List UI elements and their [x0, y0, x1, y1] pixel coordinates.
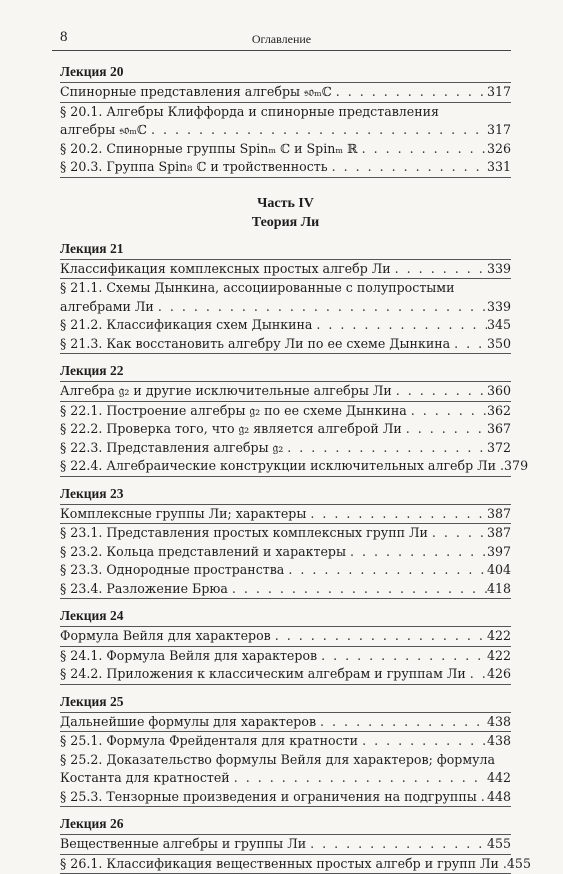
- section-entry: [60, 561, 511, 580]
- lecture-title: Лекция 23: [60, 485, 511, 504]
- section-line: [60, 855, 511, 874]
- entry-page: 418: [487, 580, 511, 599]
- entry-text: Классификация комплексных простых алгебр Ли: [60, 260, 391, 279]
- section-entry: [60, 420, 511, 439]
- lecture-block: [60, 485, 511, 600]
- entry-page: 339: [487, 298, 511, 317]
- leader-dots: [154, 298, 487, 317]
- section-line: [60, 158, 511, 177]
- entry-text: Алгебра 𝔤₂ и другие исключительные алгебры Ли: [60, 382, 392, 401]
- section-entry: [60, 335, 511, 355]
- leader-dots: [428, 524, 487, 543]
- entry-page: 426: [487, 665, 511, 684]
- lecture-main-entry: [60, 381, 511, 402]
- entry-page: 455: [507, 855, 531, 874]
- entry-text: § 22.1. Построение алгебры 𝔤₂ по ее схеме Дынкина: [60, 402, 407, 421]
- lecture-title: Лекция 26: [60, 815, 511, 834]
- entry-page: 422: [487, 647, 511, 666]
- leader-dots: [346, 543, 487, 562]
- section-entry: [60, 788, 511, 808]
- entry-text: § 22.2. Проверка того, что 𝔤₂ является алгеброй Ли: [60, 420, 402, 439]
- section-entry: [60, 103, 511, 140]
- section-line: [60, 140, 511, 159]
- section-entry: [60, 580, 511, 600]
- entry-text: § 21.3. Как восстановить алгебру Ли по ее схеме Дынкина: [60, 335, 450, 354]
- entry-text: § 26.1. Классификация вещественных простых алгебр и групп Ли: [60, 855, 499, 874]
- lecture-block: [60, 63, 511, 178]
- leader-dots: [316, 713, 487, 732]
- entry-text: Комплексные группы Ли; характеры: [60, 505, 306, 524]
- lecture-block: [60, 815, 511, 874]
- entry-text: § 20.1. Алгебры Клиффорда и спинорные представления: [60, 103, 439, 122]
- entry-text: алгебрами Ли: [60, 298, 154, 317]
- section-entry: [60, 316, 511, 335]
- leader-dots: [306, 505, 487, 524]
- entry-page: 317: [487, 83, 511, 102]
- section-entry: [60, 457, 511, 477]
- lecture-title: Лекция 22: [60, 362, 511, 381]
- section-line-cont: [60, 769, 511, 788]
- entry-page: 397: [487, 543, 511, 562]
- entry-text: § 22.3. Представления алгебры 𝔤₂: [60, 439, 283, 458]
- entry-text: § 21.2. Классификация схем Дынкина: [60, 316, 312, 335]
- entry-text: § 24.2. Приложения к классическим алгебрам и группам Ли: [60, 665, 466, 684]
- entry-text: § 20.2. Спинорные группы Spinₘ ℂ и Spinₘ ℝ: [60, 140, 358, 159]
- leader-dots: [147, 121, 487, 140]
- leader-dots: [317, 647, 487, 666]
- lecture-title: Лекция 20: [60, 63, 511, 82]
- section-entry: [60, 524, 511, 543]
- entry-text: § 21.1. Схемы Дынкина, ассоциированные с полупростыми: [60, 279, 455, 298]
- entry-page: 442: [487, 769, 511, 788]
- section-entry: [60, 665, 511, 685]
- section-entry: [60, 279, 511, 316]
- entry-page: 372: [487, 439, 511, 458]
- section-entry: [60, 855, 511, 874]
- leader-dots: [306, 835, 487, 854]
- lecture-main-entry: [60, 712, 511, 733]
- entry-text: § 23.3. Однородные пространства: [60, 561, 284, 580]
- lecture-block: [60, 240, 511, 355]
- section-line: [60, 732, 511, 751]
- entry-page: 422: [487, 627, 511, 646]
- running-title: Оглавление: [52, 32, 511, 47]
- section-line: [60, 402, 511, 421]
- section-entry: [60, 402, 511, 421]
- lecture-main-entry: [60, 82, 511, 103]
- section-entry: [60, 158, 511, 178]
- entry-text: § 24.1. Формула Вейля для характеров: [60, 647, 317, 666]
- lecture-block: [60, 693, 511, 808]
- leader-dots: [271, 627, 487, 646]
- section-line: [60, 647, 511, 666]
- leader-dots: [407, 402, 487, 421]
- entry-text: § 25.3. Тензорные произведения и ограничения на подгруппы: [60, 788, 477, 807]
- entry-page: 331: [487, 158, 511, 177]
- entry-page: 448: [487, 788, 511, 807]
- entry-text: § 25.2. Доказательство формулы Вейля для характеров; формула: [60, 751, 495, 770]
- section-line: [60, 751, 511, 770]
- entry-text: § 23.4. Разложение Брюа: [60, 580, 228, 599]
- lecture-main-entry: [60, 834, 511, 855]
- entry-text: Формула Вейля для характеров: [60, 627, 271, 646]
- leader-dots: [284, 561, 487, 580]
- section-line: [60, 420, 511, 439]
- entry-text: § 23.1. Представления простых комплексных групп Ли: [60, 524, 428, 543]
- leader-dots: [358, 140, 487, 159]
- leader-dots: [328, 158, 487, 177]
- part-label: Часть IV: [60, 194, 511, 213]
- entry-text: § 20.3. Группа Spin₈ ℂ и тройственность: [60, 158, 328, 177]
- section-line-cont: [60, 298, 511, 317]
- section-line: [60, 561, 511, 580]
- entry-page: 379: [504, 457, 528, 476]
- lecture-main-entry: [60, 504, 511, 525]
- leader-dots: [496, 457, 504, 476]
- section-entry: [60, 647, 511, 666]
- entry-page: 387: [487, 524, 511, 543]
- section-entry: [60, 732, 511, 751]
- leader-dots: [450, 335, 487, 354]
- entry-page: 455: [487, 835, 511, 854]
- entry-text: Вещественные алгебры и группы Ли: [60, 835, 306, 854]
- leader-dots: [402, 420, 487, 439]
- lecture-block: [60, 362, 511, 477]
- entry-text: алгебры 𝔰𝔬ₘℂ: [60, 121, 147, 140]
- section-line: [60, 543, 511, 562]
- leader-dots: [392, 382, 487, 401]
- table-of-contents: [60, 63, 511, 874]
- part-heading: [60, 194, 511, 232]
- lecture-main-entry: [60, 259, 511, 280]
- entry-text: § 22.4. Алгебраические конструкции исключительных алгебр Ли: [60, 457, 496, 476]
- leader-dots: [283, 439, 487, 458]
- entry-page: 345: [487, 316, 511, 335]
- lecture-main-entry: [60, 626, 511, 647]
- lecture-title: Лекция 21: [60, 240, 511, 259]
- leader-dots: [228, 580, 487, 599]
- entry-page: 387: [487, 505, 511, 524]
- entry-page: 326: [487, 140, 511, 159]
- entry-page: 438: [487, 732, 511, 751]
- lecture-title: Лекция 24: [60, 607, 511, 626]
- section-line: [60, 457, 511, 476]
- section-entry: [60, 439, 511, 458]
- section-line-cont: [60, 121, 511, 140]
- lecture-block: [60, 607, 511, 685]
- section-line: [60, 788, 511, 807]
- entry-text: Дальнейшие формулы для характеров: [60, 713, 316, 732]
- section-line: [60, 103, 511, 122]
- entry-page: 438: [487, 713, 511, 732]
- entry-page: 350: [487, 335, 511, 354]
- part-title: Теория Ли: [60, 213, 511, 232]
- leader-dots: [358, 732, 487, 751]
- lecture-title: Лекция 25: [60, 693, 511, 712]
- entry-page: 339: [487, 260, 511, 279]
- section-line: [60, 524, 511, 543]
- entry-text: § 25.1. Формула Фрейденталя для кратности: [60, 732, 358, 751]
- section-entry: [60, 140, 511, 159]
- entry-page: 404: [487, 561, 511, 580]
- leader-dots: [466, 665, 487, 684]
- section-line: [60, 580, 511, 599]
- leader-dots: [477, 788, 487, 807]
- entry-page: 317: [487, 121, 511, 140]
- entry-page: 360: [487, 382, 511, 401]
- entry-text: Костанта для кратностей: [60, 769, 230, 788]
- section-line: [60, 279, 511, 298]
- leader-dots: [230, 769, 487, 788]
- leader-dots: [391, 260, 487, 279]
- entry-text: Спинорные представления алгебры 𝔰𝔬ₘℂ: [60, 83, 332, 102]
- section-line: [60, 439, 511, 458]
- page-number: 8: [60, 29, 68, 46]
- leader-dots: [312, 316, 487, 335]
- section-entry: [60, 543, 511, 562]
- section-line: [60, 335, 511, 354]
- section-line: [60, 665, 511, 684]
- entry-page: 367: [487, 420, 511, 439]
- entry-text: § 23.2. Кольца представлений и характеры: [60, 543, 346, 562]
- page-header: [52, 28, 511, 51]
- entry-page: 362: [487, 402, 511, 421]
- leader-dots: [332, 83, 487, 102]
- leader-dots: [499, 855, 507, 874]
- section-entry: [60, 751, 511, 788]
- section-line: [60, 316, 511, 335]
